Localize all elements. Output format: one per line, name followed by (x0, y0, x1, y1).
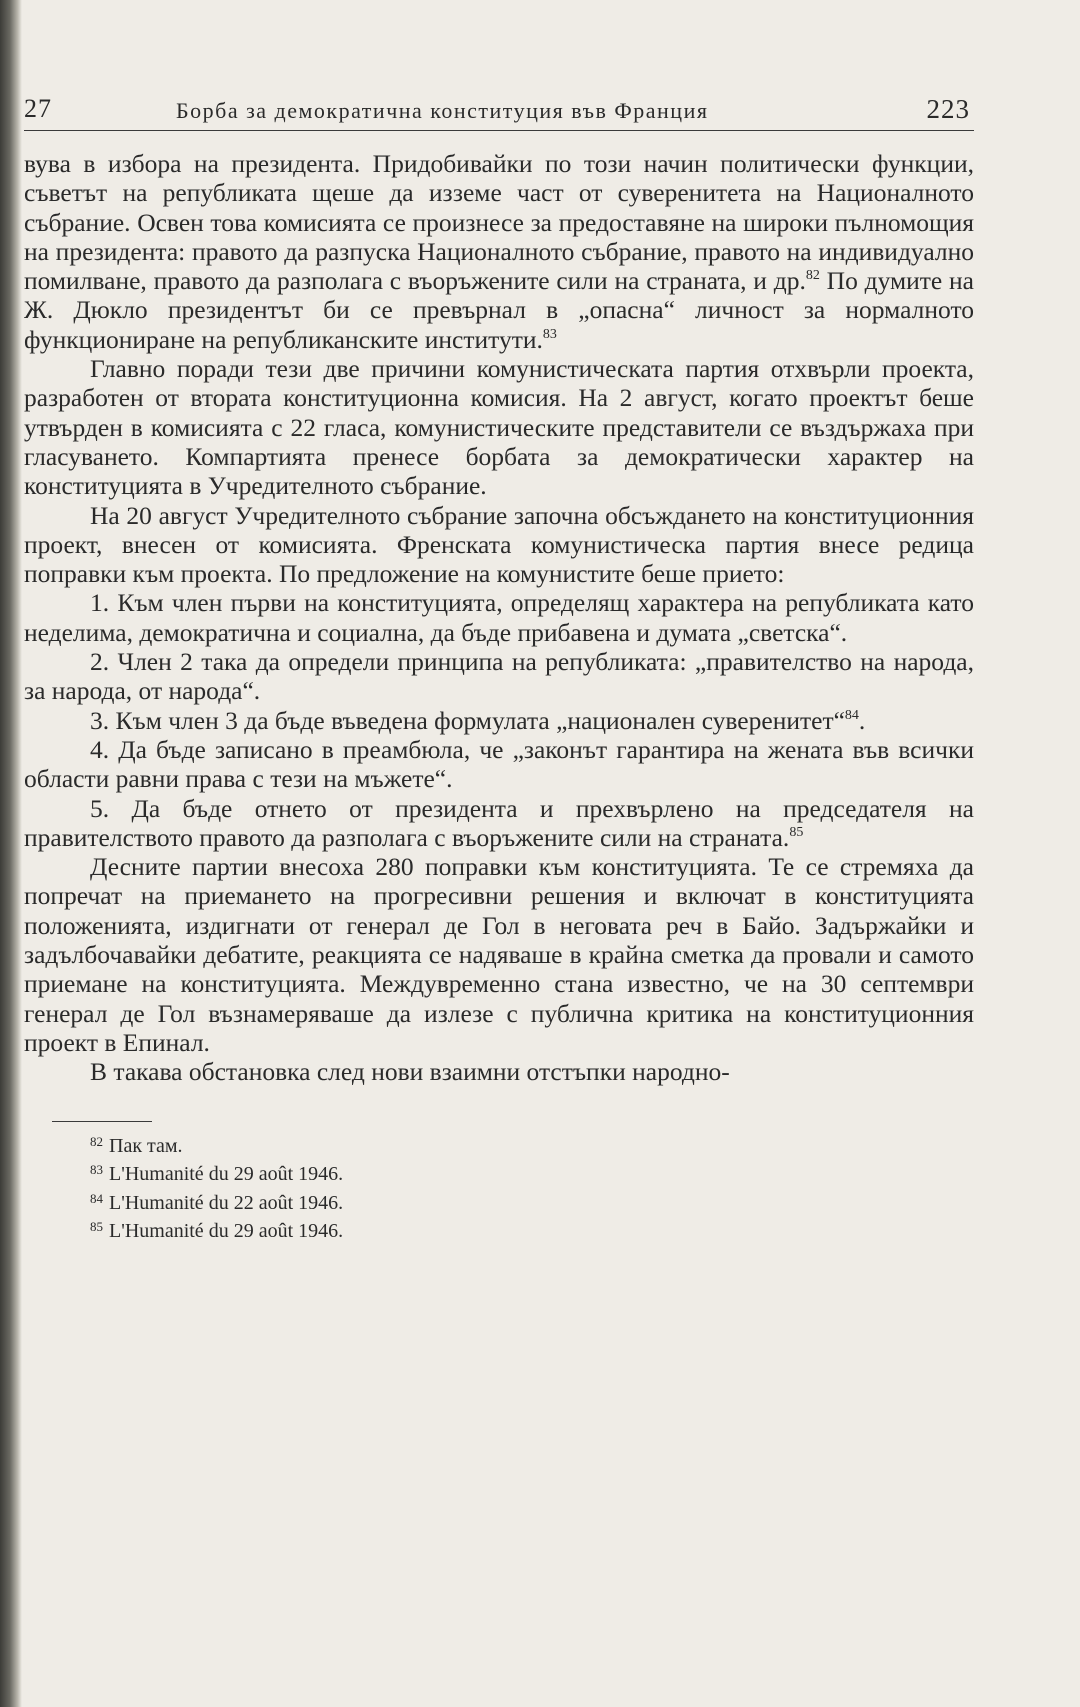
list-item: 3. Към член 3 да бъде въведена формулата „национален суверенитет“$^{84}$. (90, 705, 866, 735)
footnote: $^{82}$ Пак там. (90, 1133, 183, 1157)
footnote-divider (52, 1121, 152, 1122)
paragraph: Десните партии внесоха 280 поправки към конституцията. Те се стремяха да попречат на приемането на прогресивни решения и включат в конституцията положенията, издигнати от генерал де Гол в неговата реч в Байо. Задържайки и задълбочавайки дебатите, реакцията се надяваше в крайна сметка да провали и самото приемане на конституцията. Междувременно стана известно, че на 30 септември генерал де Гол възнамеряваше да излезе с публична критика на конституционния проект в Епинал. (24, 852, 974, 1057)
running-title: Борба за демократична конституция във Франция (176, 98, 709, 123)
list-item: 1. Към член първи на конституцията, определящ характера на републиката като неделима, демократична и социална, да бъде прибавена и думата „светска“. (24, 588, 974, 647)
paragraph: На 20 август Учредителното събрание започна обсъждането на конституционния проект, внесен от комисията. Френската комунистическа партия внесе редица поправки към проекта. По предложение на комунистите беше прието: (24, 500, 974, 589)
list-item: 4. Да бъде записано в преамбюла, че „законът гарантира на жената във всички области равни права с тези на мъжете“. (24, 734, 974, 794)
body-text (24, 149, 974, 1087)
footnote-ref: 82 (805, 268, 820, 284)
list-item: 5. Да бъде отнето от президента и прехвърлено на председателя на правителството правото да разполага с въоръжените сили на страната.$^{85}$ (24, 793, 974, 852)
footnote: $^{83}$ L'Humanité du 29 août 1946. (90, 1162, 344, 1185)
footnote-ref: 84 (844, 707, 859, 723)
book-spine-shadow (0, 0, 22, 1707)
list-item: 2. Член 2 така да определи принципа на републиката: „правителство на народа, за народа, от народа“. (24, 647, 974, 706)
footnotes (90, 1130, 974, 1244)
paragraph: Главно поради тези две причини комунистическата партия отхвърли проекта, разработен от втората конституционна комисия. На 2 август, когато проектът беше утвърден в комисията с 22 гласа, комунистическите представители се въздържаха при гласуването. Компартията пренесе борбата за демократически характер на конституцията в Учредителното събрание. (24, 354, 974, 501)
page-number: 223 (926, 94, 970, 124)
chapter-number: 27 (24, 94, 52, 123)
paragraph: В такава обстановка след нови взаимни отстъпки народно- (90, 1057, 730, 1087)
footnote: $^{85}$ L'Humanité du 29 août 1946. (90, 1219, 344, 1242)
footnote: $^{84}$ L'Humanité du 22 août 1946. (90, 1190, 344, 1214)
footnote-ref: 85 (789, 824, 804, 840)
running-header (24, 88, 974, 131)
paragraph: вува в избора на президента. Придобивайки по този начин политически функции, съветът на републиката щеше да изземе част от суверенитета на Националното събрание. Освен това комисията се произнесе за предоставяне на широки пълномощия на президента: правото да разпуска Националното събрание, правото на индивидуално помилване, правото да разполага с въоръжените сили на страната, и др.$^{82}$ По думите на Ж. Дюкло президентът би се превърнал в „опасна“ личност за нормалното функциониране на републиканските институти.$^{83}$ (24, 149, 974, 354)
book-page (24, 88, 974, 1244)
footnote-ref: 83 (542, 326, 557, 342)
